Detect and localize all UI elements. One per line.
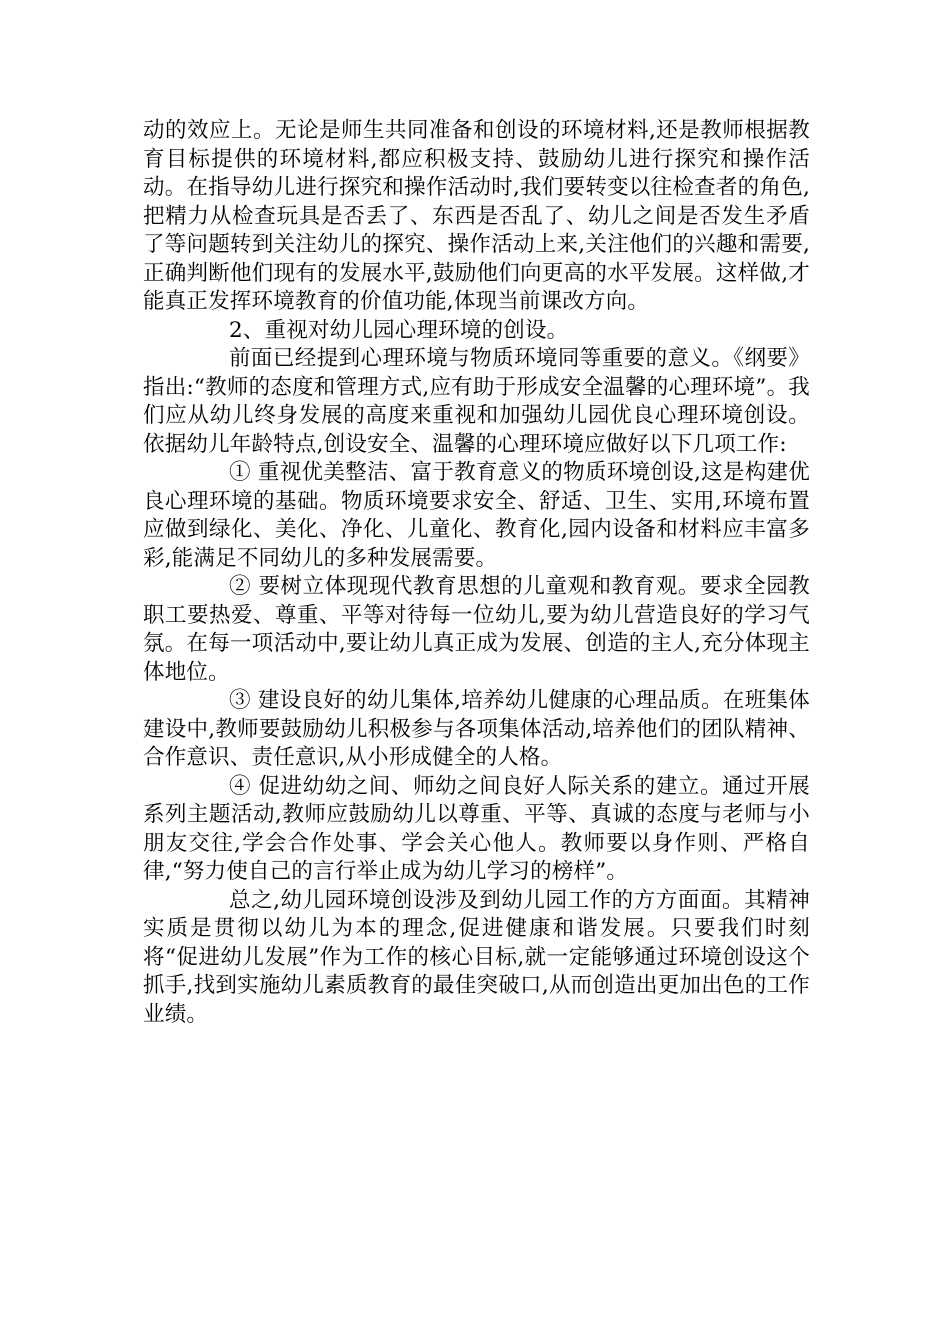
list-item-3: ③ 建设良好的幼儿集体,培养幼儿健康的心理品质。在班集体建设中,教师要鼓励幼儿积极参与各项集体活动,培养他们的团队精神、合作意识、责任意识,从小形成健全的人格。: [143, 688, 810, 770]
list-item-1: ① 重视优美整洁、富于教育意义的物质环境创设,这是构建优良心理环境的基础。物质环境要求安全、舒适、卫生、实用,环境布置应做到绿化、美化、净化、儿童化、教育化,园内设备和材料应丰富多彩,能满足不同幼儿的多种发展需要。: [143, 460, 810, 571]
document-body: [143, 117, 810, 1029]
paragraph-continuation: 动的效应上。无论是师生共同准备和创设的环境材料,还是教师根据教育目标提供的环境材料,都应积极支持、鼓励幼儿进行探究和操作活动。在指导幼儿进行探究和操作活动时,我们要转变以往检查者的角色,把精力从检查玩具是否丢了、东西是否乱了、幼儿之间是否发生矛盾了等问题转到关注幼儿的探究、操作活动上来,关注他们的兴趣和需要,正确判断他们现有的发展水平,鼓励他们向更高的水平发展。这样做,才能真正发挥环境教育的价值功能,体现当前课改方向。: [143, 118, 810, 314]
paragraph-conclusion: 总之,幼儿园环境创设涉及到幼儿园工作的方方面面。其精神实质是贯彻以幼儿为本的理念,促进健康和谐发展。只要我们时刻将“促进幼儿发展”作为工作的核心目标,就一定能够通过环境创设这个抓手,找到实施幼儿素质教育的最佳突破口,从而创造出更加出色的工作业绩。: [143, 887, 810, 1027]
section-heading-2: 2、重视对幼儿园心理环境的创设。: [229, 317, 569, 343]
list-item-2: ② 要树立体现现代教育思想的儿童观和教育观。要求全园教职工要热爱、尊重、平等对待每一位幼儿,要为幼儿营造良好的学习气氛。在每一项活动中,要让幼儿真正成为发展、创造的主人,充分体现主体地位。: [143, 574, 810, 685]
paragraph-intro: 前面已经提到心理环境与物质环境同等重要的意义。《纲要》指出:“教师的态度和管理方式,应有助于形成安全温馨的心理环境”。我们应从幼儿终身发展的高度来重视和加强幼儿园优良心理环境创设。依据幼儿年龄特点,创设安全、温馨的心理环境应做好以下几项工作:: [143, 346, 810, 457]
list-item-4: ④ 促进幼幼之间、师幼之间良好人际关系的建立。通过开展系列主题活动,教师应鼓励幼儿以尊重、平等、真诚的态度与老师与小朋友交往,学会合作处事、学会关心他人。教师要以身作则、严格自律,“努力使自己的言行举止成为幼儿学习的榜样”。: [143, 773, 810, 884]
